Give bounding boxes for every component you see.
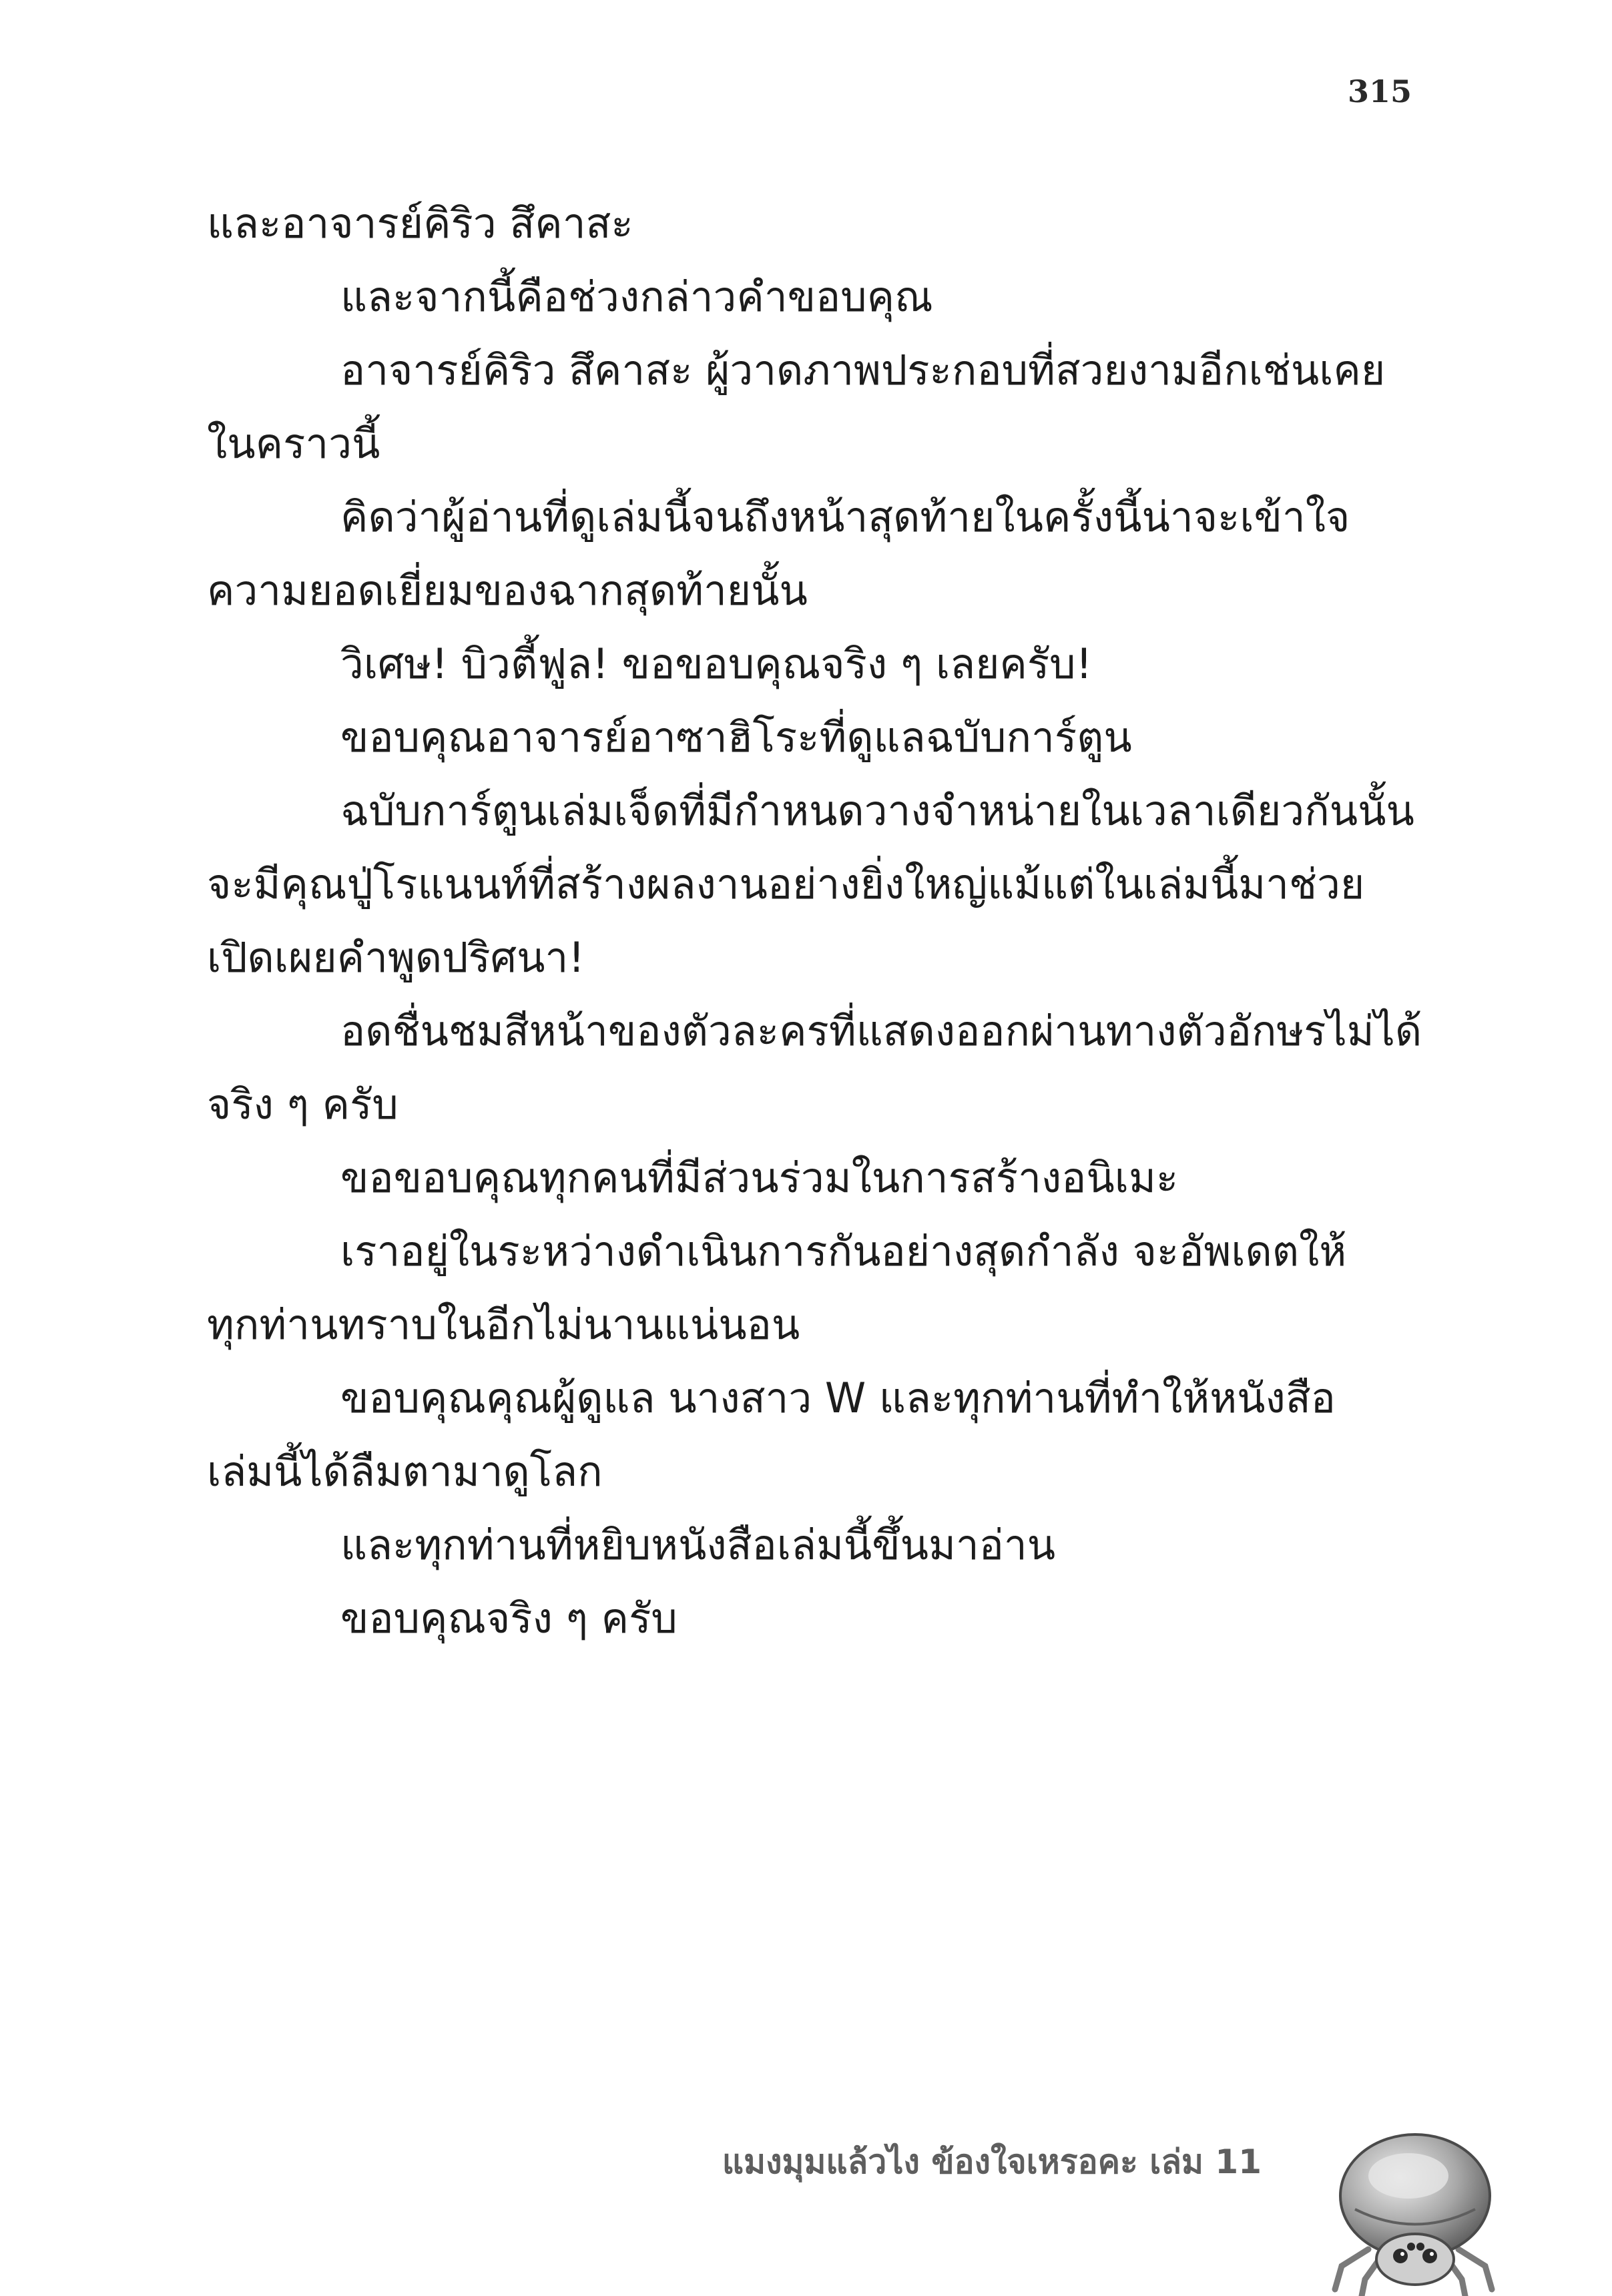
text-line: ขอบคุณคุณผู้ดูแล นางสาว W และทุกท่านที่ทำให้หนังสือ xyxy=(340,1374,1336,1422)
book-title-footer: แมงมุมแล้วไง ข้องใจเหรอคะ เล่ม 11 xyxy=(722,2142,1262,2181)
text-line: และจากนี้คือช่วงกล่าวคำขอบคุณ xyxy=(340,272,933,321)
text-line: ขอขอบคุณทุกคนที่มีส่วนร่วมในการสร้างอนิเมะ xyxy=(340,1153,1179,1202)
text-line: เราอยู่ในระหว่างดำเนินการกันอย่างสุดกำลัง จะอัพเดตให้ xyxy=(340,1227,1347,1275)
text-line: และอาจารย์คิริว สึคาสะ xyxy=(207,199,633,248)
body-text xyxy=(207,187,1422,1655)
text-line: ฉบับการ์ตูนเล่มเจ็ดที่มีกำหนดวางจำหน่ายในเวลาเดียวกันนั้น xyxy=(340,786,1414,835)
text-line: ทุกท่านทราบในอีกไม่นานแน่นอน xyxy=(207,1300,800,1349)
text-line: เปิดเผยคำพูดปริศนา! xyxy=(207,933,585,982)
text-line: ขอบคุณอาจารย์อาซาฮิโระที่ดูแลฉบับการ์ตูน xyxy=(340,713,1132,762)
text-line: ในคราวนี้ xyxy=(207,419,380,468)
text-line: จะมีคุณปู่โรแนนท์ที่สร้างผลงานอย่างยิ่งใหญ่แม้แต่ในเล่มนี้มาช่วย xyxy=(207,860,1365,908)
text-line: ความยอดเยี่ยมของฉากสุดท้ายนั้น xyxy=(207,566,808,615)
text-line: จริง ๆ ครับ xyxy=(207,1080,398,1129)
text-line: และทุกท่านที่หยิบหนังสือเล่มนี้ขึ้นมาอ่าน xyxy=(340,1520,1056,1569)
text-line: วิเศษ! บิวตี้ฟูล! ขอขอบคุณจริง ๆ เลยครับ! xyxy=(340,639,1093,688)
text-line: เล่มนี้ได้ลืมตามาดูโลก xyxy=(207,1447,603,1496)
text-line: คิดว่าผู้อ่านที่ดูเล่มนี้จนถึงหน้าสุดท้ายในครั้งนี้น่าจะเข้าใจ xyxy=(340,493,1350,541)
text-line: อาจารย์คิริว สึคาสะ ผู้วาดภาพประกอบที่สวยงามอีกเช่นเคย xyxy=(340,346,1386,394)
spider-mascot-icon xyxy=(1328,2122,1502,2296)
text-line: อดชื่นชมสีหน้าของตัวละครที่แสดงออกผ่านทางตัวอักษรไม่ได้ xyxy=(340,1007,1422,1055)
page-number: 315 xyxy=(1347,73,1412,109)
text-line: ขอบคุณจริง ๆ ครับ xyxy=(340,1594,678,1643)
